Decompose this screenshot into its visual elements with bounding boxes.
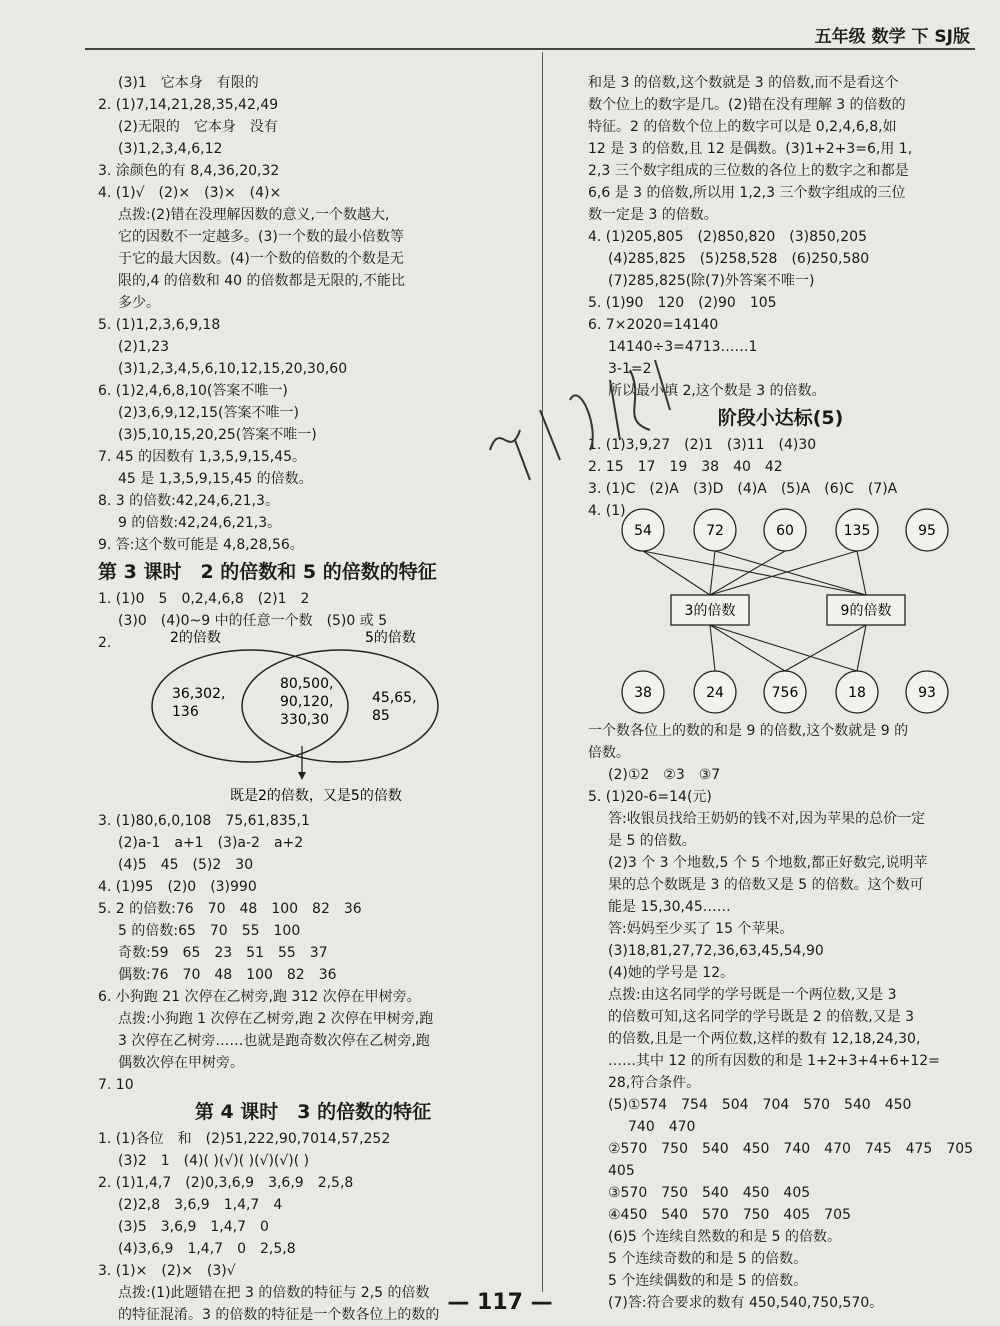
header-rule: [85, 48, 975, 50]
answer-line: 4. (1)95 (2)0 (3)990: [98, 879, 257, 895]
answer-line: 和是 3 的倍数,这个数就是 3 的倍数,而不是看这个: [588, 75, 899, 91]
answer-line: 4. (1)√ (2)× (3)× (4)×: [98, 185, 282, 201]
answer-line: 405: [608, 1163, 635, 1179]
section-heading: 第 3 课时 2 的倍数和 5 的倍数的特征: [98, 561, 437, 583]
answer-line: 能是 15,30,45……: [608, 899, 731, 915]
answer-line: (4)285,825 (5)258,528 (6)250,580: [608, 251, 870, 267]
right-column-bottom: [588, 720, 973, 1314]
answer-line: 2.: [98, 635, 112, 651]
multiples-diagram: [615, 500, 975, 720]
answer-line: 7. 10: [98, 1077, 134, 1093]
venn-ellipse-right: [242, 650, 438, 762]
answer-line: (2)①2 ②3 ③7: [608, 767, 721, 783]
answer-line: 5. (1)1,2,3,6,9,18: [98, 317, 221, 333]
answer-line: 6. (1)2,4,6,8,10(答案不唯一): [98, 383, 288, 399]
answer-line: (3)5 3,6,9 1,4,7 0: [118, 1219, 269, 1235]
venn-mid-1: 80,500,: [280, 676, 334, 692]
answer-line: 点拨:小狗跑 1 次停在乙树旁,跑 2 次停在甲树旁,跑: [118, 1011, 434, 1027]
answer-line: ③570 750 540 450 405: [608, 1185, 811, 1201]
top-number-label: 135: [843, 523, 871, 539]
diagram-link: [715, 551, 866, 595]
answer-line: 9. 答:这个数可能是 4,8,28,56。: [98, 537, 304, 553]
left-column-bottom: [98, 810, 528, 1326]
answer-line: 的倍数可知,这名同学的学号既是 2 的倍数,又是 3: [608, 1009, 915, 1025]
answer-line: 5. (1)20-6=14(元): [588, 789, 712, 805]
answer-line: (2)a-1 a+1 (3)a-2 a+2: [118, 835, 304, 851]
answer-line: 是 5 的倍数。: [608, 833, 696, 849]
answer-line: 点拨:由这名同学的学号既是一个两位数,又是 3: [608, 987, 897, 1003]
venn-mid-2: 90,120,: [280, 694, 334, 710]
answer-line: (4)她的学号是 12。: [608, 965, 735, 981]
diagram-link: [710, 551, 715, 595]
answer-line: (2)2,8 3,6,9 1,4,7 4: [118, 1197, 283, 1213]
answer-line: (7)285,825(除(7)外答案不唯一): [608, 273, 815, 289]
answer-line: ②570 750 540 450 740 470 745 475 705: [608, 1141, 974, 1157]
answer-line: 点拨:(2)错在没理解因数的意义,一个数越大,: [118, 207, 390, 223]
top-number-label: 54: [634, 523, 652, 539]
top-number-label: 95: [918, 523, 936, 539]
answer-line: 14140÷3=4713……1: [608, 339, 758, 355]
section-heading: 阶段小达标(5): [717, 407, 844, 429]
answer-line: 5 个连续偶数的和是 5 的倍数。: [608, 1273, 808, 1289]
answer-line: 果的总个数既是 3 的倍数又是 5 的倍数。这个数可: [608, 877, 924, 893]
answer-line: 倍数。: [588, 745, 630, 761]
venn-caption: 既是2的倍数，又是5的倍数: [230, 788, 402, 804]
page-number: — 117 —: [447, 1290, 553, 1315]
answer-line: 3. (1)80,6,0,108 75,61,835,1: [98, 813, 310, 829]
answer-line: 的特征混淆。3 的倍数的特征是一个数各位上的数的: [118, 1307, 440, 1323]
diagram-link: [785, 625, 866, 671]
answer-line: 点拨:(1)此题错在把 3 的倍数的特征与 2,5 的倍数: [118, 1285, 430, 1301]
answer-line: 1. (1)各位 和 (2)51,222,90,7014,57,252: [98, 1131, 391, 1147]
bottom-number-label: 38: [634, 685, 652, 701]
answer-line: ④450 540 570 750 405 705: [608, 1207, 851, 1223]
top-numbers: [622, 509, 948, 551]
bottom-number-label: 756: [771, 685, 799, 701]
answer-line: 答:妈妈至少买了 15 个苹果。: [608, 921, 794, 937]
diagram-link: [710, 625, 785, 671]
answer-line: 2. 15 17 19 38 40 42: [588, 459, 783, 475]
diagram-link: [710, 625, 715, 671]
answer-line: 奇数:59 65 23 51 55 37: [118, 945, 328, 961]
bottom-numbers: [622, 671, 948, 713]
answer-line: (3)1,2,3,4,5,6,10,12,15,20,30,60: [118, 361, 348, 377]
left-column-top: [98, 72, 528, 654]
answer-line: 5 的倍数:65 70 55 100: [118, 923, 301, 939]
box-9-label: 9的倍数: [840, 603, 892, 619]
answer-line: (4)5 45 (5)2 30: [118, 857, 254, 873]
answer-line: 2. (1)7,14,21,28,35,42,49: [98, 97, 279, 113]
answer-line: 偶数:76 70 48 100 82 36: [118, 967, 337, 983]
venn-right-2: 85: [372, 708, 390, 724]
top-number-label: 60: [776, 523, 794, 539]
bottom-number-label: 18: [848, 685, 866, 701]
handwritten-scribble: [470, 340, 690, 490]
answer-line: 2. (1)1,4,7 (2)0,3,6,9 3,6,9 2,5,8: [98, 1175, 354, 1191]
answer-line: (5)①574 754 504 704 570 540 450: [608, 1097, 912, 1113]
answer-line: 它的因数不一定越多。(3)一个数的最小倍数等: [118, 229, 404, 245]
answer-line: 答:收银员找给王奶奶的钱不对,因为苹果的总价一定: [608, 811, 926, 827]
answer-line: (3)1,2,3,4,6,12: [118, 141, 223, 157]
answer-line: (3)1 它本身 有限的: [118, 75, 259, 91]
answer-line: (3)2 1 (4)( )(√)( )(√)(√)( ): [118, 1153, 310, 1169]
answer-line: 3-1=2: [608, 361, 652, 377]
answer-line: 3. 涂颜色的有 8,4,36,20,32: [98, 163, 280, 179]
diagram-link: [857, 551, 866, 595]
book-title: 五年级 数学 下 SJ版: [814, 27, 970, 47]
answer-line: 4. (1): [588, 503, 626, 519]
diagram-link: [710, 625, 857, 671]
diagram-link: [857, 625, 866, 671]
answer-line: (3)5,10,15,20,25(答案不唯一): [118, 427, 317, 443]
venn-label-left: 2的倍数: [170, 630, 221, 646]
bottom-number-label: 24: [706, 685, 724, 701]
answer-line: 28,符合条件。: [608, 1075, 701, 1091]
venn-left-1: 36,302,: [172, 686, 226, 702]
venn-left-2: 136: [172, 704, 199, 720]
answer-line: 3. (1)× (2)× (3)√: [98, 1263, 236, 1279]
answer-line: 5. 2 的倍数:76 70 48 100 82 36: [98, 901, 362, 917]
answer-line: 于它的最大因数。(4)一个数的倍数的个数是无: [118, 251, 404, 267]
answer-line: 3 次停在乙树旁……也就是跑奇数次停在乙树旁,跑: [118, 1033, 430, 1049]
answer-line: 1. (1)3,9,27 (2)1 (3)11 (4)30: [588, 437, 817, 453]
answer-line: 多少。: [118, 295, 160, 311]
section-heading: 第 4 课时 3 的倍数的特征: [194, 1101, 432, 1123]
answer-line: 限的,4 的倍数和 40 的倍数都是无限的,不能比: [118, 273, 405, 289]
answer-line: ……其中 12 的所有因数的和是 1+2+3+4+6+12=: [608, 1053, 940, 1069]
answer-line: 1. (1)0 5 0,2,4,6,8 (2)1 2: [98, 591, 310, 607]
diagram-link: [710, 551, 785, 595]
answer-line: (6)5 个连续自然数的和是 5 的倍数。: [608, 1229, 841, 1245]
answer-line: 的倍数,且是一个两位数,这样的数有 12,18,24,30,: [608, 1031, 921, 1047]
answer-line: (7)答:符合要求的数有 450,540,750,570。: [608, 1295, 884, 1311]
answer-line: (2)3 个 3 个地数,5 个 5 个地数,都正好数完,说明苹: [608, 855, 928, 871]
venn-diagram: [150, 628, 450, 808]
box-3-label: 3的倍数: [684, 603, 736, 619]
answer-line: (2)无限的 它本身 没有: [118, 119, 278, 135]
answer-line: 6. 7×2020=14140: [588, 317, 719, 333]
venn-mid-3: 330,30: [280, 712, 329, 728]
answer-line: 特征。2 的倍数个位上的数字可以是 0,2,4,6,8,如: [588, 119, 897, 135]
answer-line: 数个位上的数字是几。(2)错在没有理解 3 的倍数的: [588, 97, 906, 113]
answer-line: 偶数次停在甲树旁。: [118, 1055, 244, 1071]
answer-line: 数一定是 3 的倍数。: [588, 207, 718, 223]
answer-line: 所以最小填 2,这个数是 3 的倍数。: [608, 383, 826, 399]
answer-line: 8. 3 的倍数:42,24,6,21,3。: [98, 493, 279, 509]
bottom-number-label: 93: [918, 685, 936, 701]
answer-line: (4)3,6,9 1,4,7 0 2,5,8: [118, 1241, 296, 1257]
answer-line: 5. (1)90 120 (2)90 105: [588, 295, 777, 311]
answer-line: 5 个连续奇数的和是 5 的倍数。: [608, 1251, 808, 1267]
venn-arrow-head: [298, 772, 306, 780]
answer-line: 一个数各位上的数的和是 9 的倍数,这个数就是 9 的: [588, 723, 909, 739]
answer-line: 9 的倍数:42,24,6,21,3。: [118, 515, 282, 531]
answer-line: 740 470: [628, 1119, 696, 1135]
answer-line: (2)1,23: [118, 339, 170, 355]
answer-line: (2)3,6,9,12,15(答案不唯一): [118, 405, 299, 421]
top-number-label: 72: [706, 523, 724, 539]
answer-line: 7. 45 的因数有 1,3,5,9,15,45。: [98, 449, 307, 465]
answer-line: 45 是 1,3,5,9,15,45 的倍数。: [118, 471, 313, 487]
answer-line: (3)0 (4)0~9 中的任意一个数 (5)0 或 5: [118, 613, 388, 629]
answer-line: 2,3 三个数字组成的三位数的各位上的数字之和都是: [588, 163, 909, 179]
venn-label-right: 5的倍数: [365, 630, 416, 646]
answer-line: (3)18,81,27,72,36,63,45,54,90: [608, 943, 824, 959]
venn-right-1: 45,65,: [372, 690, 417, 706]
answer-line: 12 是 3 的倍数,且 12 是偶数。(3)1+2+3=6,用 1,: [588, 141, 913, 157]
column-divider: [542, 52, 543, 1292]
answer-line: 4. (1)205,805 (2)850,820 (3)850,205: [588, 229, 867, 245]
answer-line: 6,6 是 3 的倍数,所以用 1,2,3 三个数字组成的三位: [588, 185, 906, 201]
answer-line: 3. (1)C (2)A (3)D (4)A (5)A (6)C (7)A: [588, 481, 898, 497]
answer-line: 6. 小狗跑 21 次停在乙树旁,跑 312 次停在甲树旁。: [98, 989, 421, 1005]
